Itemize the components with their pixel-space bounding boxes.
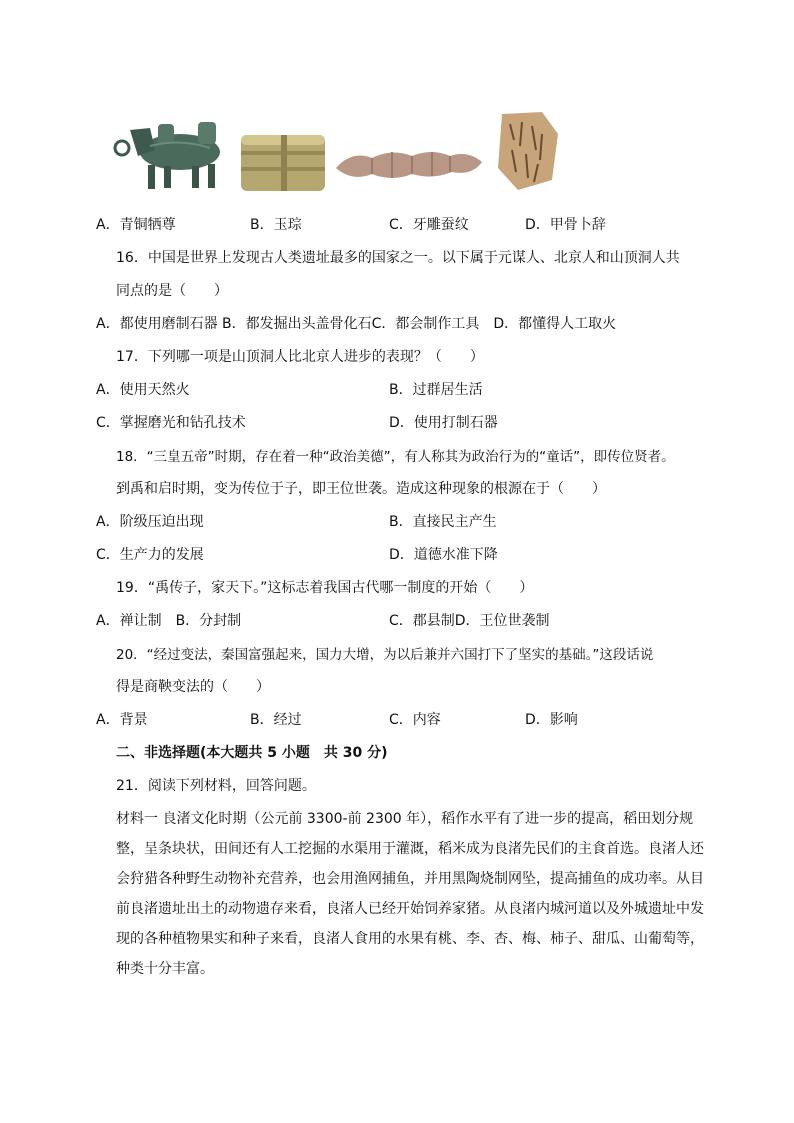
q21-stem: 21．阅读下列材料，回答问题。	[116, 778, 316, 794]
option-b-jade: B．玉琮	[250, 217, 302, 233]
q17-option-a: A．使用天然火	[96, 382, 190, 398]
option-d-oracle: D．甲骨卜辞	[525, 217, 606, 233]
q16-options: A．都使用磨制石器 B．都发掘出头盖骨化石C．都会制作工具 D．都懂得人工取火	[96, 316, 617, 332]
q18-option-b: B．直接民主产生	[389, 514, 497, 530]
q20-stem-line2: 得是商鞅变法的（ ）	[116, 679, 270, 695]
q19-stem: 19．“禹传子，家天下。”这标志着我国古代哪一制度的开始（ ）	[116, 580, 534, 596]
q20-option-c: C．内容	[389, 712, 441, 728]
q18-option-d: D．道德水准下降	[389, 547, 498, 563]
q18-option-a: A．阶级压迫出现	[96, 514, 204, 530]
q20-option-a: A．背景	[96, 712, 148, 728]
q20-option-b: B．经过	[250, 712, 302, 728]
section-title: 二、非选择题(本大题共 5 小题 共 30 分)	[116, 745, 388, 761]
q19-options-ab: A．禅让制 B．分封制	[96, 613, 242, 629]
ivory-silkworm-image	[332, 142, 487, 190]
q20-option-d: D．影响	[525, 712, 578, 728]
q17-option-b: B．过群居生活	[389, 382, 483, 398]
q16-stem-line2: 同点的是（ ）	[116, 283, 228, 299]
q19-options-cd: C．郡县制D．王位世袭制	[389, 613, 550, 629]
q20-stem-line1: 20．“经过变法，秦国富强起来，国力大增，为以后兼并六国打下了坚实的基础。”这段话说	[116, 647, 654, 663]
q17-option-d: D．使用打制石器	[389, 415, 498, 431]
q17-option-c: C．掌握磨光和钻孔技术	[96, 415, 246, 431]
q18-stem-line2: 到禹和启时期，变为传位于子，即王位世袭。造成这种现象的根源在于（ ）	[116, 481, 606, 497]
q16-stem-line1: 16．中国是世界上发现古人类遗址最多的国家之一。以下属于元谋人、北京人和山顶洞人共	[116, 250, 680, 266]
q18-option-c: C．生产力的发展	[96, 547, 204, 563]
bronze-xizun-image	[110, 110, 232, 195]
oracle-bone-image	[492, 110, 564, 192]
q17-stem: 17．下列哪一项是山顶洞人比北京人进步的表现？（ ）	[116, 349, 484, 365]
q18-stem-line1: 18．“三皇五帝”时期，存在着一种“政治美德”，有人称其为政治行为的“童话”，即传位贤者。	[116, 449, 675, 465]
option-c-ivory: C．牙雕蚕纹	[389, 217, 469, 233]
jade-cong-image	[237, 127, 330, 195]
q21-material: 材料一 良渚文化时期（公元前 3300-前 2300 年），稻作水平有了进一步的提高，稻田划分规整，呈条块状，田间还有人工挖掘的水渠用于灌溉，稻米成为良渚先民们的主食首选。良渚人还会狩猎各种野生动物补充营养，也会用渔网捕鱼，并用黑陶烧制网坠，提高捕鱼的成功率。从目前良渚遗址出土的动物遗存来看，良渚人已经开始饲养家猪。从良渚内城河道以及外城遗址中发现的各种植物果实和种子来看，良渚人食用的水果有桃、李、杏、梅、柿子、甜瓜、山葡萄等，种类十分丰富。	[116, 811, 704, 977]
option-a-bronze: A．青铜牺尊	[96, 217, 176, 233]
